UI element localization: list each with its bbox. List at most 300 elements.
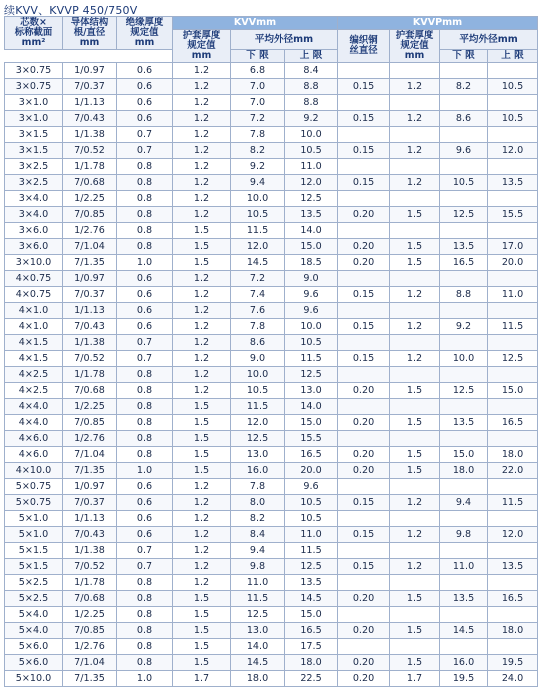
header-kvvp-sheath-text: 护套厚度 规定值 mm: [395, 30, 434, 61]
cell-conductor: 1/2.25: [63, 399, 117, 415]
cell-kvv-od-upper: 20.0: [285, 463, 338, 479]
cell-kvv-sheath: 1.2: [173, 207, 231, 223]
cell-cores-size: 4×2.5: [5, 383, 63, 399]
cell-kvv-od-lower: 12.0: [231, 239, 285, 255]
cell-kvvp-braid: [338, 159, 390, 175]
cell-conductor: 7/0.43: [63, 527, 117, 543]
cell-kvv-od-lower: 7.8: [231, 479, 285, 495]
cell-kvvp-od-lower: 10.0: [440, 351, 488, 367]
cell-kvv-sheath: 1.2: [173, 511, 231, 527]
cell-kvv-od-lower: 11.5: [231, 591, 285, 607]
cell-kvv-od-upper: 11.0: [285, 159, 338, 175]
cell-kvvp-od-lower: 8.6: [440, 111, 488, 127]
cell-kvvp-od-lower: [440, 479, 488, 495]
table-row: [5, 623, 538, 639]
cell-kvvp-od-lower: 18.0: [440, 463, 488, 479]
cell-kvvp-braid: [338, 543, 390, 559]
cell-kvvp-sheath: [390, 575, 440, 591]
cell-conductor: 1/1.38: [63, 335, 117, 351]
cell-kvvp-od-upper: [488, 367, 538, 383]
cell-kvv-od-lower: 7.0: [231, 95, 285, 111]
cell-conductor: 1/1.13: [63, 511, 117, 527]
cell-kvv-od-upper: 22.5: [285, 671, 338, 687]
cell-cores-size: 5×2.5: [5, 591, 63, 607]
cell-kvv-od-upper: 14.0: [285, 223, 338, 239]
cell-kvvp-braid: 0.15: [338, 175, 390, 191]
cell-kvvp-od-lower: 13.5: [440, 591, 488, 607]
cell-kvv-od-upper: 8.4: [285, 63, 338, 79]
cell-insulation: 0.8: [117, 367, 173, 383]
cell-kvv-od-lower: 9.8: [231, 559, 285, 575]
cell-kvv-od-lower: 6.8: [231, 63, 285, 79]
cell-kvv-sheath: 1.5: [173, 255, 231, 271]
cell-insulation: 0.6: [117, 79, 173, 95]
cell-kvvp-braid: 0.20: [338, 207, 390, 223]
cell-kvv-sheath: 1.2: [173, 95, 231, 111]
cell-insulation: 0.7: [117, 559, 173, 575]
cell-cores-size: 4×2.5: [5, 367, 63, 383]
cell-insulation: 1.0: [117, 255, 173, 271]
cell-kvvp-od-upper: 11.0: [488, 287, 538, 303]
cell-kvvp-braid: [338, 367, 390, 383]
cell-kvv-od-upper: 13.0: [285, 383, 338, 399]
cell-kvvp-sheath: 1.2: [390, 319, 440, 335]
cell-kvvp-sheath: 1.2: [390, 527, 440, 543]
cell-insulation: 0.8: [117, 383, 173, 399]
cell-kvvp-braid: [338, 271, 390, 287]
cell-kvvp-od-upper: 17.0: [488, 239, 538, 255]
cell-kvv-od-upper: 15.0: [285, 415, 338, 431]
cell-kvv-sheath: 1.2: [173, 287, 231, 303]
cell-kvvp-sheath: 1.2: [390, 559, 440, 575]
cell-kvvp-od-lower: 16.0: [440, 655, 488, 671]
cell-kvv-sheath: 1.5: [173, 239, 231, 255]
cell-insulation: 0.6: [117, 271, 173, 287]
cell-kvvp-od-upper: 13.5: [488, 559, 538, 575]
cell-kvv-od-upper: 10.5: [285, 495, 338, 511]
cell-kvvp-od-upper: 20.0: [488, 255, 538, 271]
cell-kvv-sheath: 1.5: [173, 655, 231, 671]
cell-conductor: 1/0.97: [63, 63, 117, 79]
cell-kvv-od-lower: 10.0: [231, 191, 285, 207]
cell-cores-size: 4×1.5: [5, 351, 63, 367]
cell-kvvp-od-upper: [488, 575, 538, 591]
cell-kvvp-od-lower: [440, 271, 488, 287]
cell-insulation: 0.8: [117, 239, 173, 255]
table-row: [5, 607, 538, 623]
cell-kvv-sheath: 1.2: [173, 63, 231, 79]
cell-kvvp-od-upper: 11.5: [488, 319, 538, 335]
table-row: [5, 63, 538, 79]
cell-conductor: 7/0.85: [63, 623, 117, 639]
cell-kvvp-od-lower: [440, 367, 488, 383]
header-insulation-text: 绝缘厚度 规定值 mm: [125, 17, 164, 48]
cell-insulation: 0.6: [117, 527, 173, 543]
cell-kvvp-sheath: 1.5: [390, 623, 440, 639]
cell-kvvp-od-upper: [488, 511, 538, 527]
cell-cores-size: 5×4.0: [5, 623, 63, 639]
cell-kvv-od-lower: 13.0: [231, 623, 285, 639]
cell-kvv-sheath: 1.2: [173, 543, 231, 559]
table-row: [5, 447, 538, 463]
cell-kvvp-od-upper: 15.0: [488, 383, 538, 399]
table-row: [5, 367, 538, 383]
cell-kvvp-sheath: 1.5: [390, 383, 440, 399]
table-row: [5, 303, 538, 319]
cell-insulation: 0.8: [117, 655, 173, 671]
cell-kvv-od-lower: 18.0: [231, 671, 285, 687]
cell-kvv-sheath: 1.2: [173, 143, 231, 159]
cell-insulation: 0.6: [117, 479, 173, 495]
header-group-kvvp: KVVPmm: [338, 17, 538, 30]
cell-kvvp-sheath: [390, 511, 440, 527]
cell-conductor: 1/0.97: [63, 271, 117, 287]
cell-insulation: 0.8: [117, 591, 173, 607]
table-row: [5, 127, 538, 143]
cell-kvvp-od-lower: [440, 431, 488, 447]
cell-kvv-od-lower: 9.0: [231, 351, 285, 367]
cell-cores-size: 5×10.0: [5, 671, 63, 687]
cell-kvvp-od-upper: 24.0: [488, 671, 538, 687]
cell-insulation: 0.6: [117, 303, 173, 319]
cell-insulation: 1.0: [117, 671, 173, 687]
cell-kvv-od-upper: 11.5: [285, 543, 338, 559]
table-row: [5, 143, 538, 159]
cell-kvv-od-upper: 13.5: [285, 575, 338, 591]
cell-kvv-od-lower: 11.0: [231, 575, 285, 591]
cell-insulation: 0.6: [117, 495, 173, 511]
cell-kvv-sheath: 1.5: [173, 431, 231, 447]
cell-kvvp-sheath: 1.5: [390, 591, 440, 607]
cell-kvv-sheath: 1.2: [173, 303, 231, 319]
cell-insulation: 0.7: [117, 351, 173, 367]
cell-kvvp-sheath: [390, 271, 440, 287]
cell-conductor: 7/0.43: [63, 319, 117, 335]
cell-conductor: 7/1.35: [63, 463, 117, 479]
cell-kvvp-braid: 0.15: [338, 495, 390, 511]
header-kvvp-braid-text: 编织铜 丝直径: [349, 35, 378, 56]
table-row: [5, 671, 538, 687]
table-row: [5, 207, 538, 223]
cell-kvvp-sheath: [390, 191, 440, 207]
cell-cores-size: 5×6.0: [5, 655, 63, 671]
header-kvv-avg-od: 平均外径mm: [231, 30, 338, 50]
cell-kvvp-braid: [338, 191, 390, 207]
cell-kvv-sheath: 1.5: [173, 223, 231, 239]
cell-conductor: 7/1.04: [63, 239, 117, 255]
cell-kvv-od-upper: 9.2: [285, 111, 338, 127]
cell-kvvp-braid: [338, 575, 390, 591]
cell-kvv-sheath: 1.5: [173, 447, 231, 463]
cell-kvvp-od-lower: 15.0: [440, 447, 488, 463]
cell-kvvp-sheath: [390, 479, 440, 495]
cell-kvv-od-upper: 16.5: [285, 623, 338, 639]
cell-conductor: 1/2.76: [63, 639, 117, 655]
cell-kvv-sheath: 1.2: [173, 111, 231, 127]
cell-kvv-od-upper: 10.5: [285, 143, 338, 159]
table-caption: 续KVV、KVVP 450/750V: [4, 4, 138, 17]
cell-kvvp-braid: [338, 511, 390, 527]
cell-kvv-od-upper: 9.6: [285, 303, 338, 319]
cell-kvvp-braid: [338, 63, 390, 79]
cell-cores-size: 4×0.75: [5, 271, 63, 287]
cell-kvv-od-lower: 7.8: [231, 319, 285, 335]
cell-insulation: 0.6: [117, 95, 173, 111]
cell-kvvp-od-lower: 19.5: [440, 671, 488, 687]
cell-conductor: 7/0.52: [63, 559, 117, 575]
cell-cores-size: 4×6.0: [5, 447, 63, 463]
cell-kvv-od-upper: 15.0: [285, 607, 338, 623]
cell-insulation: 0.8: [117, 575, 173, 591]
cell-cores-size: 3×4.0: [5, 207, 63, 223]
cell-cores-size: 4×6.0: [5, 431, 63, 447]
cell-cores-size: 5×2.5: [5, 575, 63, 591]
cell-kvvp-od-lower: [440, 63, 488, 79]
cell-conductor: 1/2.76: [63, 223, 117, 239]
cell-kvv-od-lower: 9.4: [231, 175, 285, 191]
cell-conductor: 7/0.68: [63, 175, 117, 191]
cell-kvv-od-lower: 14.5: [231, 255, 285, 271]
table-row: [5, 95, 538, 111]
table-row: [5, 591, 538, 607]
cell-cores-size: 4×4.0: [5, 399, 63, 415]
cell-kvvp-od-upper: [488, 95, 538, 111]
cell-conductor: 1/2.76: [63, 431, 117, 447]
cell-kvv-od-upper: 10.0: [285, 319, 338, 335]
cell-kvv-od-upper: 15.0: [285, 239, 338, 255]
cell-insulation: 0.6: [117, 319, 173, 335]
cell-kvv-od-upper: 12.5: [285, 191, 338, 207]
cell-kvv-od-upper: 8.8: [285, 95, 338, 111]
table-row: [5, 191, 538, 207]
cell-kvvp-od-lower: [440, 303, 488, 319]
cell-kvv-od-lower: 10.5: [231, 207, 285, 223]
table-row: [5, 223, 538, 239]
cell-kvvp-od-lower: 12.5: [440, 383, 488, 399]
cell-kvvp-od-lower: 11.0: [440, 559, 488, 575]
header-kvvp-sheath: [390, 30, 440, 63]
cell-kvv-sheath: 1.2: [173, 559, 231, 575]
cell-kvv-od-upper: 10.5: [285, 511, 338, 527]
cell-insulation: 0.8: [117, 623, 173, 639]
cell-cores-size: 5×1.0: [5, 511, 63, 527]
cell-kvvp-od-lower: [440, 95, 488, 111]
cell-insulation: 0.8: [117, 223, 173, 239]
cell-kvvp-od-upper: [488, 607, 538, 623]
cell-kvvp-od-upper: 16.5: [488, 415, 538, 431]
table-row: [5, 527, 538, 543]
table-row: [5, 111, 538, 127]
cell-kvvp-od-lower: 13.5: [440, 415, 488, 431]
cell-kvvp-od-upper: 18.0: [488, 447, 538, 463]
table-row: [5, 575, 538, 591]
cell-conductor: 7/0.37: [63, 79, 117, 95]
cell-kvvp-od-lower: 9.2: [440, 319, 488, 335]
table-row: [5, 543, 538, 559]
table-row: [5, 479, 538, 495]
table-row: [5, 463, 538, 479]
cell-kvv-sheath: 1.2: [173, 479, 231, 495]
cell-kvvp-sheath: 1.2: [390, 143, 440, 159]
cell-kvv-od-lower: 12.0: [231, 415, 285, 431]
cell-conductor: 1/1.78: [63, 367, 117, 383]
header-group-kvv: KVVmm: [173, 17, 338, 30]
cell-kvv-od-upper: 9.0: [285, 271, 338, 287]
header-cores-size-text: 芯数× 标称截面 mm²: [14, 17, 53, 48]
cell-conductor: 7/0.52: [63, 351, 117, 367]
cell-kvv-od-upper: 14.5: [285, 591, 338, 607]
cell-kvvp-sheath: 1.2: [390, 175, 440, 191]
cell-conductor: 7/1.04: [63, 655, 117, 671]
table-row: [5, 495, 538, 511]
table-row: [5, 79, 538, 95]
table-row: [5, 559, 538, 575]
cell-kvv-sheath: 1.2: [173, 79, 231, 95]
cell-kvvp-od-lower: [440, 607, 488, 623]
cell-insulation: 0.6: [117, 63, 173, 79]
cell-kvvp-braid: [338, 479, 390, 495]
cell-kvvp-od-upper: [488, 303, 538, 319]
cell-kvv-od-upper: 8.8: [285, 79, 338, 95]
cell-kvvp-od-lower: [440, 335, 488, 351]
cell-kvvp-od-upper: 10.5: [488, 79, 538, 95]
cell-kvvp-od-lower: 8.8: [440, 287, 488, 303]
cell-conductor: 7/1.35: [63, 671, 117, 687]
cell-kvv-od-upper: 9.6: [285, 479, 338, 495]
cell-kvvp-od-upper: [488, 127, 538, 143]
cell-cores-size: 5×1.0: [5, 527, 63, 543]
cell-kvvp-sheath: [390, 159, 440, 175]
cell-kvvp-braid: 0.15: [338, 111, 390, 127]
cell-insulation: 0.8: [117, 447, 173, 463]
cell-kvv-od-lower: 12.5: [231, 431, 285, 447]
cell-insulation: 0.6: [117, 287, 173, 303]
cell-cores-size: 5×1.5: [5, 543, 63, 559]
cell-cores-size: 5×4.0: [5, 607, 63, 623]
cell-conductor: 1/1.78: [63, 159, 117, 175]
cell-kvv-sheath: 1.2: [173, 527, 231, 543]
cell-kvv-od-upper: 10.5: [285, 335, 338, 351]
cell-kvv-od-lower: 7.6: [231, 303, 285, 319]
cell-kvvp-sheath: 1.2: [390, 111, 440, 127]
cell-kvvp-braid: 0.20: [338, 415, 390, 431]
cell-conductor: 7/1.35: [63, 255, 117, 271]
cell-kvv-od-upper: 10.0: [285, 127, 338, 143]
cell-kvv-od-upper: 17.5: [285, 639, 338, 655]
cell-kvv-od-upper: 15.5: [285, 431, 338, 447]
cell-conductor: 7/0.68: [63, 591, 117, 607]
cell-kvvp-sheath: [390, 399, 440, 415]
cell-kvvp-od-lower: [440, 639, 488, 655]
header-kvvp-lower: 下 限: [440, 50, 488, 63]
cell-kvvp-od-lower: [440, 191, 488, 207]
cell-insulation: 0.8: [117, 399, 173, 415]
cell-kvv-sheath: 1.5: [173, 607, 231, 623]
cell-kvv-od-lower: 8.2: [231, 143, 285, 159]
cell-kvvp-sheath: 1.5: [390, 255, 440, 271]
cell-kvvp-sheath: 1.5: [390, 463, 440, 479]
cell-kvv-od-lower: 16.0: [231, 463, 285, 479]
table-row: [5, 383, 538, 399]
cell-cores-size: 5×0.75: [5, 495, 63, 511]
table-row: [5, 319, 538, 335]
cell-conductor: 1/2.25: [63, 191, 117, 207]
cell-kvvp-od-upper: [488, 479, 538, 495]
cell-kvvp-od-upper: 15.5: [488, 207, 538, 223]
cell-kvvp-sheath: 1.2: [390, 287, 440, 303]
cell-insulation: 0.8: [117, 431, 173, 447]
cell-kvv-sheath: 1.2: [173, 495, 231, 511]
cell-cores-size: 3×6.0: [5, 239, 63, 255]
cell-cores-size: 4×1.5: [5, 335, 63, 351]
cell-cores-size: 3×2.5: [5, 175, 63, 191]
cell-kvvp-braid: [338, 127, 390, 143]
cell-kvvp-od-upper: 13.5: [488, 175, 538, 191]
cell-cores-size: 3×1.0: [5, 111, 63, 127]
cell-kvvp-od-upper: 19.5: [488, 655, 538, 671]
cell-kvv-od-lower: 8.0: [231, 495, 285, 511]
cell-kvvp-od-lower: [440, 511, 488, 527]
cell-kvvp-braid: [338, 335, 390, 351]
cell-kvvp-sheath: [390, 367, 440, 383]
cell-cores-size: 4×0.75: [5, 287, 63, 303]
table-body: [5, 63, 538, 687]
cell-kvv-od-upper: 14.0: [285, 399, 338, 415]
table-row: [5, 335, 538, 351]
table-row: [5, 159, 538, 175]
cell-cores-size: 4×4.0: [5, 415, 63, 431]
cable-spec-table: [4, 16, 538, 687]
cell-insulation: 0.7: [117, 543, 173, 559]
cell-conductor: 7/0.85: [63, 415, 117, 431]
cell-insulation: 0.8: [117, 607, 173, 623]
cell-conductor: 7/0.68: [63, 383, 117, 399]
cell-insulation: 0.8: [117, 159, 173, 175]
cell-kvvp-od-lower: [440, 223, 488, 239]
cell-kvvp-od-lower: [440, 399, 488, 415]
cell-insulation: 0.7: [117, 127, 173, 143]
cell-kvvp-braid: 0.20: [338, 623, 390, 639]
cell-conductor: 7/0.85: [63, 207, 117, 223]
cell-conductor: 1/1.13: [63, 303, 117, 319]
cell-kvv-od-upper: 9.6: [285, 287, 338, 303]
cell-kvvp-od-upper: [488, 63, 538, 79]
table-row: [5, 431, 538, 447]
cell-kvvp-sheath: 1.5: [390, 655, 440, 671]
cell-kvv-sheath: 1.2: [173, 383, 231, 399]
cell-conductor: 1/1.38: [63, 543, 117, 559]
cell-kvv-sheath: 1.2: [173, 367, 231, 383]
cell-kvvp-sheath: 1.7: [390, 671, 440, 687]
cell-conductor: 7/1.04: [63, 447, 117, 463]
cell-insulation: 0.6: [117, 511, 173, 527]
cell-cores-size: 3×10.0: [5, 255, 63, 271]
cell-kvvp-braid: 0.15: [338, 287, 390, 303]
cell-kvv-sheath: 1.2: [173, 271, 231, 287]
cell-kvvp-braid: 0.20: [338, 655, 390, 671]
cell-kvv-od-lower: 11.5: [231, 223, 285, 239]
cell-insulation: 1.0: [117, 463, 173, 479]
cell-kvvp-sheath: [390, 127, 440, 143]
cell-kvvp-braid: [338, 399, 390, 415]
cell-kvv-od-upper: 16.5: [285, 447, 338, 463]
cell-kvv-sheath: 1.5: [173, 399, 231, 415]
cell-cores-size: 4×1.0: [5, 319, 63, 335]
cell-kvvp-braid: 0.20: [338, 447, 390, 463]
cell-kvv-od-lower: 7.4: [231, 287, 285, 303]
cell-kvvp-braid: 0.15: [338, 79, 390, 95]
cell-kvvp-od-lower: [440, 159, 488, 175]
